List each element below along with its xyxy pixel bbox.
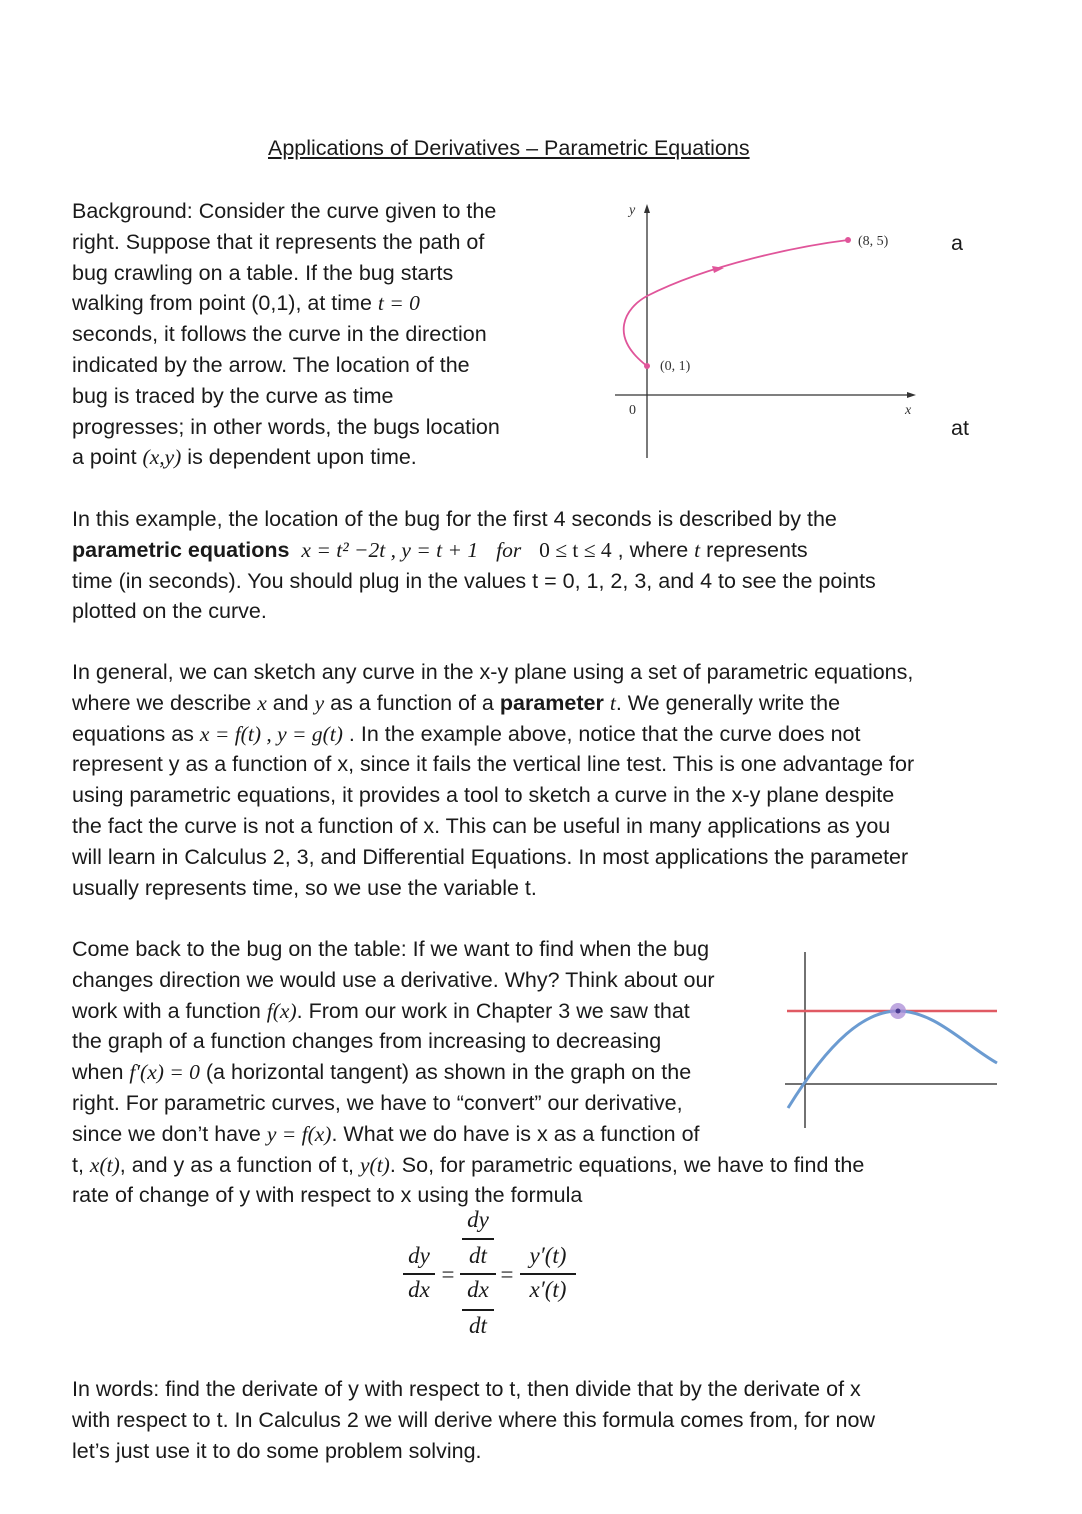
formula-mid-dy: dy — [467, 1207, 489, 1232]
formula-mid-dt-bottom: dt — [469, 1313, 487, 1338]
stray-text-at: at — [951, 416, 969, 440]
derivative-paragraph: Come back to the bug on the table: If we want to find when the bug changes direction we would use a derivative. Why? Think about our work with a function f(x). From our work in Chapter 3 we saw that the graph of a function changes from increasing to decreasing when f′(x) = 0 (a horizontal tangent) as shown in the graph on the right. For parametric curves, we have to “convert” our derivative, since we don’t have y = f(x). What we do have is x as a function of t, x(t), and y as a function of t, y(t). So, for parametric equations, we have to find the rate of change of y with respect to x using the formula — [72, 937, 865, 1208]
page-title: Applications of Derivatives – Parametric Equations — [268, 136, 750, 160]
background-paragraph: Background: Consider the curve given to the right. Suppose that it represents the path of bug crawling on a table. If the bug starts walking from point (0,1), at time t = 0 seconds, it follows the curve in the direction indicated by the arrow. The location of the bug is traced by the curve as time progresses; in other words, the bugs location a point (x,y) is dependent upon time. — [72, 199, 500, 470]
formula-x-prime: x′(t) — [529, 1277, 567, 1302]
y-axis-label: y — [629, 203, 636, 218]
general-paragraph: In general, we can sketch any curve in the x-y plane using a set of parametric equations, where we describe x and y as a function of a parameter t. We generally write the equations as x = f(t) , y = g(t) . In the example above, notice that the curve does not represent y as a function of x, since it fails the vertical line test. This is one advantage for using parametric equations, it provides a tool to sketch a curve in the x-y plane despite the fact the curve is not a function of x. This can be useful in many applications as you will learn in Calculus 2, 3, and Differential Equations. In most applications the parameter usually represents time, so we use the variable t. — [72, 660, 915, 900]
formula-bar-lhs — [403, 1273, 435, 1275]
formula-bar-mid-bottom — [462, 1309, 494, 1311]
bug-path-curve — [624, 240, 848, 366]
x-axis-arrow — [907, 392, 916, 398]
origin-label: 0 — [629, 403, 636, 418]
stray-letter-a: a — [951, 231, 963, 255]
formula-mid-dx: dx — [467, 1277, 489, 1302]
words-paragraph: In words: find the derivate of y with respect to t, then divide that by the derivate of x with respect to t. In Calculus 2 we will derive where this formula comes from, for now let’s just use it to do some problem solving. — [72, 1377, 875, 1463]
function-curve — [788, 1011, 997, 1108]
formula-bar-rhs — [520, 1273, 576, 1275]
formula-bar-mid — [460, 1273, 496, 1275]
formula-dy: dy — [408, 1243, 430, 1268]
start-point-label: (0, 1) — [660, 359, 691, 374]
maximum-point-center — [896, 1009, 901, 1014]
horizontal-tangent-graph — [785, 950, 1000, 1130]
formula-y-prime: y′(t) — [529, 1243, 567, 1268]
formula-mid-dt-top: dt — [469, 1243, 487, 1268]
start-point — [644, 363, 650, 369]
end-point-label: (8, 5) — [858, 234, 889, 249]
formula-dx: dx — [408, 1277, 430, 1302]
y-axis-arrow — [644, 204, 650, 213]
formula-equals-1: = — [441, 1262, 455, 1287]
example-paragraph: In this example, the location of the bug for the first 4 seconds is described by the parametric equations x = t² −2t , y = t + 1 for 0 ≤ t ≤ 4 , where t represents time (in seconds). You should plug in the values t = 0, 1, 2, 3, and 4 to see the points plotted on the curve. — [72, 507, 876, 624]
formula-equals-2: = — [500, 1262, 514, 1287]
formula-bar-mid-top — [462, 1238, 494, 1240]
end-point — [845, 237, 851, 243]
x-axis-label: x — [905, 403, 912, 418]
parametric-curve-graph — [600, 196, 930, 461]
